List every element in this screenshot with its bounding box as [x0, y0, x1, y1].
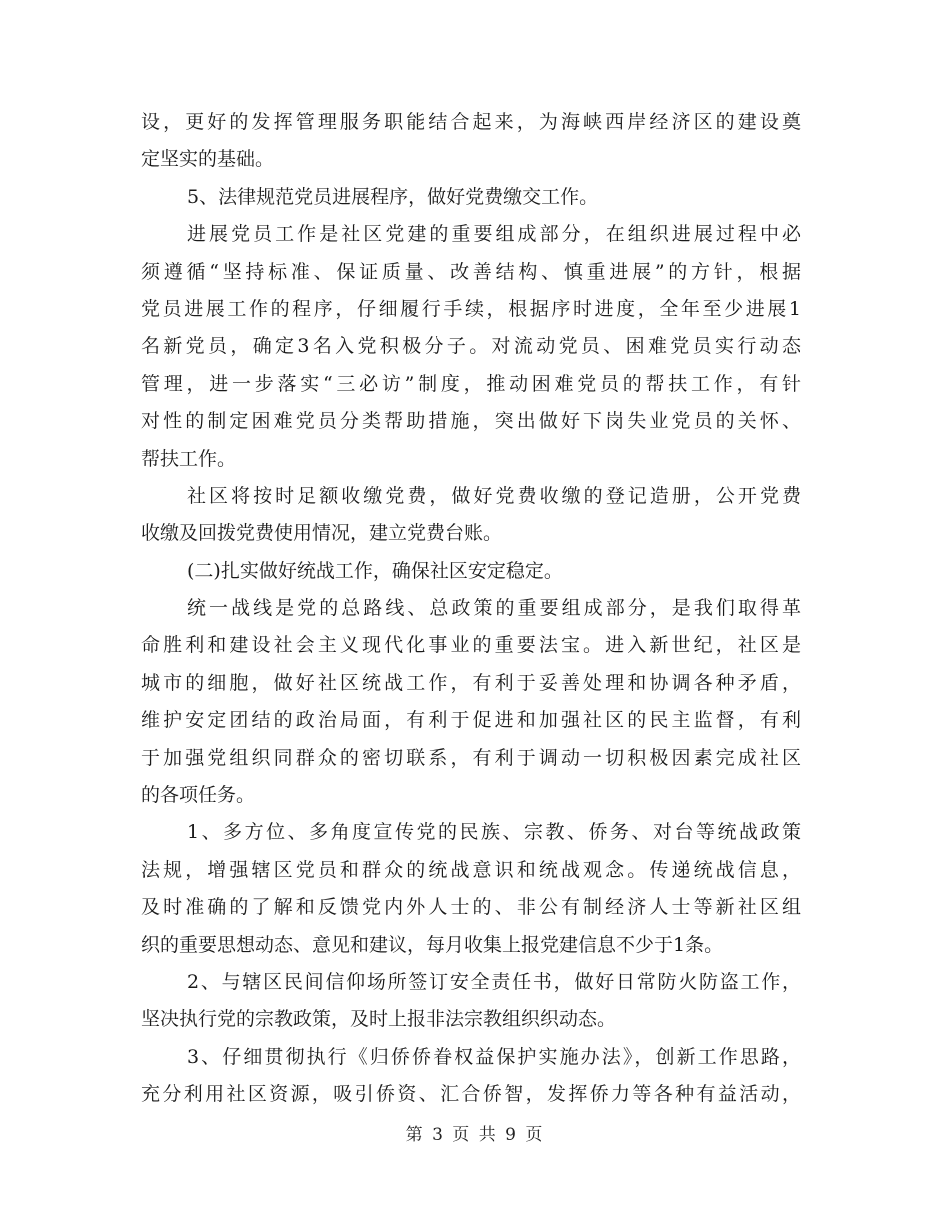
text-line: 3、仔细贯彻执行《归侨侨眷权益保护实施办法》，创新工作思路， [187, 1045, 801, 1068]
text-line: 充分利用社区资源，吸引侨资、汇合侨智，发挥侨力等各种有益活动， [141, 1083, 801, 1106]
text-line: 帮扶工作。 [141, 447, 237, 470]
text-line: 进展党员工作是社区党建的重要组成部分，在组织进展过程中必 [187, 223, 801, 246]
text-line: 须遵循“坚持标准、保证质量、改善结构、慎重进展”的方针，根据 [141, 260, 801, 283]
text-line: 收缴及回拨党费使用情况，建立党费台账。 [141, 522, 503, 545]
text-line: 名新党员，确定3名入党积极分子。对流动党员、困难党员实行动态 [141, 335, 801, 358]
text-line: 定坚实的基础。 [141, 148, 275, 171]
text-line: 城市的细胞，做好社区统战工作，有利于妥善处理和协调各种矛盾， [141, 671, 801, 694]
section-heading: (二)扎实做好统战工作，确保社区安定稳定。 [187, 559, 563, 582]
text-line: 维护安定团结的政治局面，有利于促进和加强社区的民主监督，有利 [141, 709, 801, 732]
text-line: 2、与辖区民间信仰场所签订安全责任书，做好日常防火防盗工作， [187, 970, 801, 993]
text-line: 设，更好的发挥管理服务职能结合起来，为海峡西岸经济区的建设奠 [141, 111, 801, 133]
text-line: 统一战线是党的总路线、总政策的重要组成部分，是我们取得革 [187, 597, 801, 620]
document-body [141, 104, 801, 1114]
text-line: 法规，增强辖区党员和群众的统战意识和统战观念。传递统战信息， [141, 858, 801, 881]
text-line: 对性的制定困难党员分类帮助措施，突出做好下岗失业党员的关怀、 [141, 410, 801, 433]
text-line: 的各项任务。 [141, 784, 256, 807]
page-number-footer: 第 3 页 共 9 页 [405, 1125, 545, 1145]
text-line: 织的重要思想动态、意见和建议，每月收集上报党建信息不少于1条。 [141, 933, 724, 956]
text-line: 及时准确的了解和反馈党内外人士的、非公有制经济人士等新社区组 [141, 896, 801, 919]
section-heading: 5、法律规范党员进展程序，做好党费缴交工作。 [187, 185, 599, 208]
text-line: 管理，进一步落实“三必访”制度，推动困难党员的帮扶工作，有针 [141, 372, 801, 395]
text-line: 命胜利和建设社会主义现代化事业的重要法宝。进入新世纪，社区是 [141, 634, 801, 657]
text-line: 党员进展工作的程序，仔细履行手续，根据序时进度，全年至少进展1 [141, 297, 801, 320]
text-line: 1、多方位、多角度宣传党的民族、宗教、侨务、对台等统战政策 [187, 821, 801, 844]
text-line: 于加强党组织同群众的密切联系，有利于调动一切积极因素完成社区 [141, 746, 801, 769]
text-line: 社区将按时足额收缴党费，做好党费收缴的登记造册，公开党费 [187, 484, 801, 507]
text-line: 坚决执行党的宗教政策，及时上报非法宗教组织织动态。 [141, 1008, 617, 1031]
